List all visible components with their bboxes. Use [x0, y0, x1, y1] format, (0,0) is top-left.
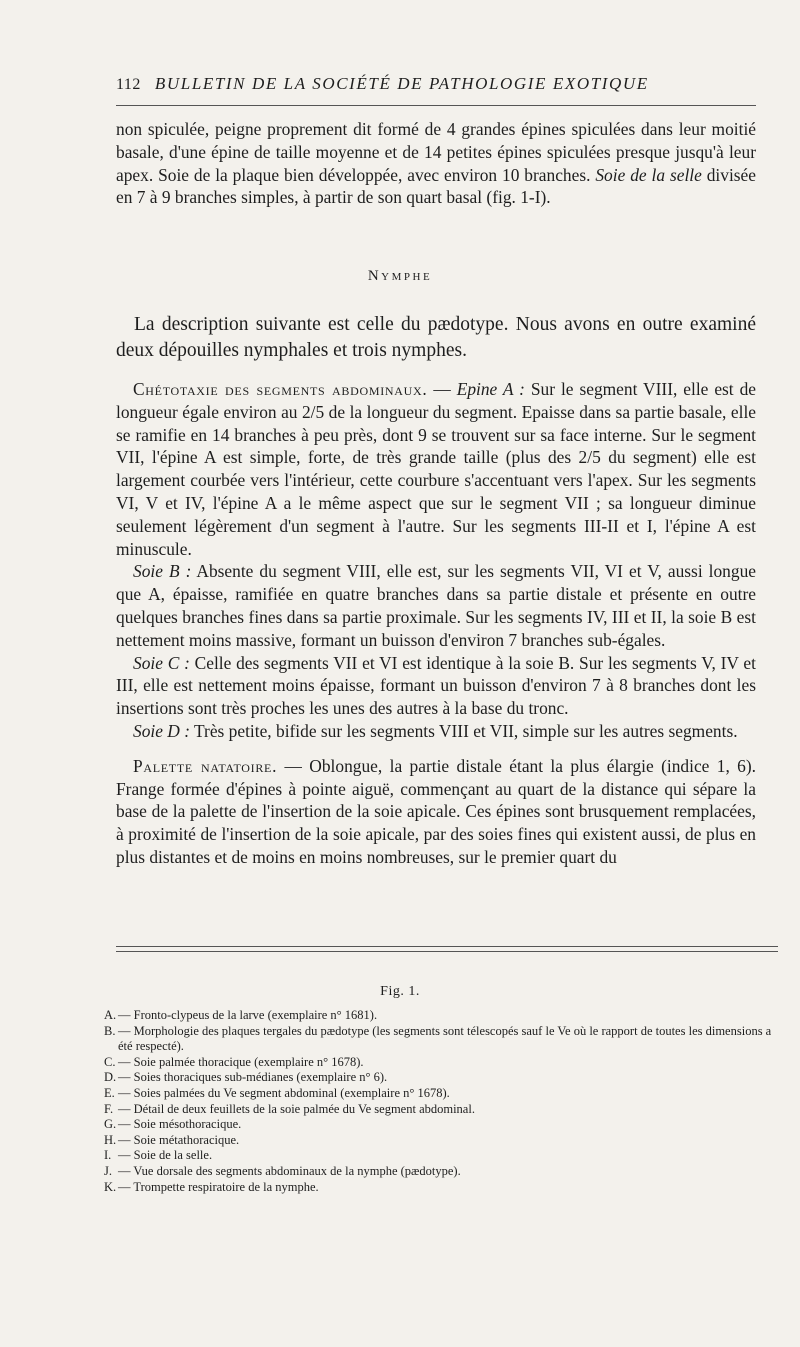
legend-key: G. — [104, 1117, 117, 1132]
legend-key: F. — [104, 1101, 114, 1116]
legend-key: I. — [104, 1148, 112, 1163]
legend-item — [104, 1086, 774, 1102]
footnote-double-rule — [116, 946, 778, 952]
soie-d-label: Soie D : — [133, 720, 190, 741]
legend-key: H. — [104, 1132, 117, 1147]
legend-text: — Soie palmée thoracique (exemplaire n° 1678). — [118, 1054, 364, 1069]
legend-key: D. — [104, 1070, 117, 1085]
legend-item — [104, 1024, 774, 1055]
legend-item — [104, 1008, 774, 1024]
top-paragraph-italic: Soie de la selle — [595, 164, 702, 185]
legend-key: E. — [104, 1085, 115, 1100]
legend-text: — Morphologie des plaques tergales du pædotype (les segments sont télescopés sauf le Ve où le rapport de toutes les dimensions a été respecté). — [118, 1023, 772, 1054]
top-paragraph-text-2: divisée en 7 à 9 branches simples, à partir de son quart basal (fig. 1-I). — [116, 164, 756, 208]
header-rule — [116, 105, 756, 106]
top-paragraph-text-1: non spiculée, peigne proprement dit formé de 4 grandes épines spiculées dans leur moitié basale, d'une épine de taille moyenne et de 14 petites épines spiculées presque jusqu'à leur apex. Soie de la plaque bien développée, avec environ 10 branches. — [116, 119, 756, 185]
legend-text: — Soie mésothoracique. — [118, 1117, 242, 1132]
legend-key: A. — [104, 1008, 117, 1022]
legend-item — [104, 1102, 774, 1118]
legend-item — [104, 1148, 774, 1164]
legend-item — [104, 1117, 774, 1133]
legend-text: — Soies palmées du Ve segment abdominal (exemplaire n° 1678). — [118, 1085, 450, 1100]
soie-b-text: Absente du segment VIII, elle est, sur les segments VII, VI et V, aussi longue que A, épaisse, ramifiée en quatre branches dans sa partie distale et présente en outre quelques branches fines dans sa partie proximale. Sur les segments IV, III et II, la soie B est nettement moins massive, formant un buisson d'environ 7 branches sub-égales. — [116, 561, 756, 650]
palette-paragraph — [116, 755, 756, 869]
section-heading: Nymphe — [367, 268, 433, 284]
top-paragraph — [116, 118, 756, 209]
palette-heading: Palette natatoire. — [133, 755, 278, 776]
legend-item — [104, 1133, 774, 1149]
soie-c-label: Soie C : — [133, 652, 190, 673]
legend-key: B. — [104, 1023, 116, 1038]
palette-text: Oblongue, la partie distale étant la plus élargie (indice 1, 6). Frange formée d'épines à pointe aiguë, commençant au quart de la distance qui sépare la base de la palette de l'insertion de la soie apicale. Ces épines sont brusquement remplacées, à proximité de l'insertion de la soie apicale, par des soies fines qui existent aussi, de plus en plus distantes et de moins en moins nombreuses, sur le premier quart du — [116, 755, 757, 867]
intro-paragraph: La description suivante est celle du pædotype. Nous avons en outre examiné deux dépouilles nymphales et trois nymphes. — [116, 314, 756, 361]
main-text — [116, 378, 756, 869]
legend-text: — Soie métathoracique. — [118, 1132, 240, 1147]
chetotaxie-heading: Chétotaxie des segments abdominaux. — [133, 379, 428, 399]
legend-item — [104, 1164, 774, 1180]
soie-d-paragraph — [116, 720, 756, 743]
page-number: 112 — [116, 76, 141, 93]
soie-c-text: Celle des segments VII et VI est identique à la soie B. Sur les segments V, IV et III, elle est nettement moins épaisse, formant un buisson d'environ 7 à 8 branches dont les insertions sont très proches les unes des autres à la base du tronc. — [116, 652, 756, 719]
spine-a-label: Epine A : — [456, 379, 525, 399]
legend-text: — Détail de deux feuillets de la soie palmée du Ve segment abdominal. — [118, 1101, 475, 1116]
soie-b-label: Soie B : — [133, 561, 192, 582]
paragraph-gap — [116, 743, 756, 755]
soie-b-paragraph — [116, 560, 756, 651]
legend-text: — Fronto-clypeus de la larve (exemplaire n° 1681). — [118, 1008, 378, 1022]
figure-title: Fig. 1. — [380, 984, 420, 999]
legend-text: — Soie de la selle. — [118, 1148, 213, 1163]
legend-item — [104, 1070, 774, 1086]
legend-text: — Soies thoraciques sub-médianes (exemplaire n° 6). — [118, 1070, 388, 1085]
legend-key: C. — [104, 1054, 116, 1069]
legend-item — [104, 1055, 774, 1071]
legend-key: J. — [104, 1163, 112, 1178]
legend-text: — Vue dorsale des segments abdominaux de la nymphe (pædotype). — [118, 1163, 461, 1178]
chetotaxie-paragraph — [116, 378, 756, 560]
palette-dash: — — [277, 755, 310, 776]
page-header — [116, 74, 756, 94]
legend-key: K. — [104, 1179, 117, 1194]
legend-text: — Trompette respiratoire de la nymphe. — [118, 1179, 319, 1194]
soie-d-text: Très petite, bifide sur les segments VIII et VII, simple sur les autres segments. — [190, 720, 738, 741]
spine-a-text: Sur le segment VIII, elle est de longueur égale environ au 2/5 de la longueur du segment. Epaisse dans sa partie basale, elle se ramifie en 14 branches à peu près, dont 9 se trouvent sur sa face interne. Sur le segment VII, l'épine A est simple, forte, de très grande taille (plus des 2/5 du segment) elle est largement courbée vers l'intérieur, cette courbure s'accentuant vers l'apex. Sur les segments VI, V et IV, l'épine A a le même aspect que sur le segment VII ; sa longueur diminue seulement légèrement d'un segment à l'autre. Sur les segments III-II et I, l'épine A est minuscule. — [116, 379, 756, 559]
running-title: BULLETIN DE LA SOCIÉTÉ DE PATHOLOGIE EXOTIQUE — [154, 74, 649, 93]
legend-item — [104, 1180, 774, 1196]
figure-legend — [104, 1008, 774, 1195]
soie-c-paragraph — [116, 652, 756, 720]
chetotaxie-dash: — — [427, 379, 457, 399]
